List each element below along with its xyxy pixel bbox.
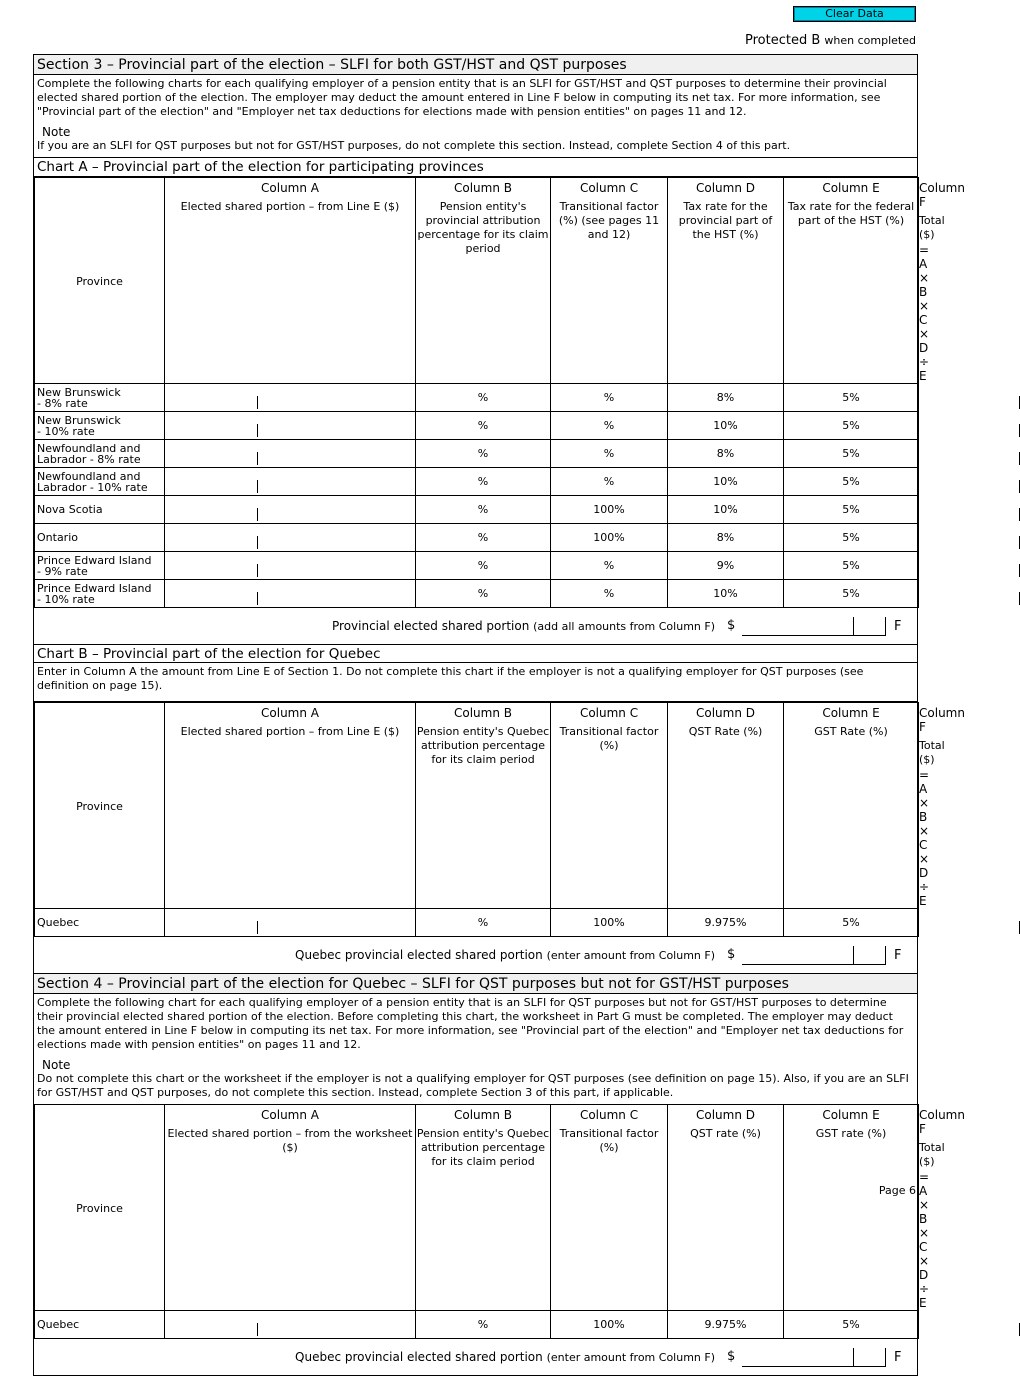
table-row <box>35 412 919 440</box>
table-row <box>35 909 919 937</box>
column-a-input[interactable] <box>165 580 416 608</box>
table-row <box>35 524 919 552</box>
chart-a-table: Province Column A Elected shared portion – from Line E ($) Column B Pension entity's provincial attribution percentage for its claim period Column C Transitional factor (%) (see pages 11 and 12) Column D Tax rate for the provincial part of the HST (%) Column E Tax rate for the federal part of the HST (%) Column F Total ($) = A × B × C × D ÷ E New Brunswick - 8% rate % % 8% 5% New Brunswick - 10% rate % % 10% 5% Newfoundland and Labrador - 8% rate % % 8% 5% Newfoundland and Labrador - 10% rate % % 10% 5% Nova Scotia % 100% 10% 5% Ontario % 100% 8% 5% Prince Edward Island - 9% rate % % 9% 5% Prince Edward Island - 10% rate % % 10% 5% <box>34 177 919 608</box>
column-header <box>165 703 416 909</box>
column-d-cell: 8% <box>668 440 784 468</box>
column-title: Column D <box>696 1108 756 1122</box>
chart-b-title: Chart B – Provincial part of the election for Quebec <box>34 644 917 663</box>
column-b-cell[interactable]: % <box>416 440 551 468</box>
province-name: Prince Edward Island - 9% rate <box>35 552 165 580</box>
table-row <box>35 384 919 412</box>
section-3-note: Note If you are an SLFI for QST purposes but not for GST/HST purposes, do not complete this section. Instead, complete Section 4 of this part. <box>34 121 917 158</box>
column-e-cell: 5% <box>784 1311 919 1339</box>
column-c-cell[interactable]: 100% <box>551 496 668 524</box>
table-row <box>35 1311 919 1339</box>
page-number: Page 6 <box>878 1184 916 1197</box>
column-header <box>551 178 668 384</box>
column-c-cell[interactable]: % <box>551 412 668 440</box>
section-4-total-label: Quebec provincial elected shared portion (enter amount from Column F) <box>295 1350 715 1364</box>
section-4-note: Note Do not complete this chart or the worksheet if the employer is not a qualifying employer for QST purposes (see definition on page 15). Also, if you are an SLFI for GST/HST and QST purposes, do not complete this section. Instead, complete Section 3 of this part, if applicable. <box>37 1058 909 1099</box>
column-d-cell: 9.975% <box>668 1311 784 1339</box>
column-title: Column E <box>822 181 880 195</box>
column-d-cell: 8% <box>668 524 784 552</box>
province-name: Newfoundland and Labrador - 8% rate <box>35 440 165 468</box>
column-header <box>784 178 919 384</box>
column-b-cell[interactable]: % <box>416 496 551 524</box>
column-header <box>416 703 551 909</box>
column-a-input[interactable] <box>165 440 416 468</box>
column-title: Column E <box>822 1108 880 1122</box>
column-a-input[interactable] <box>165 496 416 524</box>
column-header <box>165 178 416 384</box>
chart-a-total-cents-input[interactable] <box>853 617 886 636</box>
column-header <box>551 1105 668 1311</box>
column-description: Pension entity's Quebec attribution percentage for its claim period <box>416 725 550 766</box>
column-title: Column D <box>696 706 756 720</box>
province-name: Quebec <box>35 1311 165 1339</box>
column-title: Column B <box>454 706 513 720</box>
section-3-intro: Complete the following charts for each qualifying employer of a pension entity that is an SLFI for GST/HST and QST purposes to determine their provincial elected shared portion of the election. The employer may deduct the amount entered in Line F below in computing its net tax. For more information, see "Provincial part of the election" and "Employer net tax deductions for elections made with pension entities" on pages 11 and 12. <box>37 77 887 118</box>
column-b-cell[interactable]: % <box>416 468 551 496</box>
column-description: GST Rate (%) <box>814 725 888 738</box>
column-description: Elected shared portion – from Line E ($) <box>180 200 400 213</box>
column-description: Pension entity's provincial attribution percentage for its claim period <box>417 200 549 255</box>
column-title: Column C <box>579 706 639 720</box>
column-description: Elected shared portion – from Line E ($) <box>180 725 400 738</box>
column-d-cell: 9% <box>668 552 784 580</box>
column-d-cell: 8% <box>668 384 784 412</box>
column-a-input[interactable] <box>165 384 416 412</box>
column-a-input[interactable] <box>165 552 416 580</box>
column-description: GST rate (%) <box>815 1127 887 1140</box>
column-header <box>551 703 668 909</box>
column-c-cell[interactable]: 100% <box>551 909 668 937</box>
chart-b-table: Province Column A Elected shared portion – from Line E ($) Column B Pension entity's Quebec attribution percentage for its claim period Column C Transitional factor (%) Column D QST Rate (%) Column E GST Rate (%) Column F Total ($) = A × B × C × D ÷ E Quebec % 100% 9.975% 5% <box>34 702 919 937</box>
column-e-cell: 5% <box>784 384 919 412</box>
dollar-sign: $ <box>727 947 736 962</box>
column-title: Column C <box>579 1108 639 1122</box>
column-header <box>668 178 784 384</box>
column-title: Column D <box>696 181 756 195</box>
protected-label: Protected B when completed <box>745 33 916 48</box>
column-b-cell[interactable]: % <box>416 552 551 580</box>
chart-b-total-row <box>34 937 917 973</box>
column-e-cell: 5% <box>784 909 919 937</box>
province-name: Ontario <box>35 524 165 552</box>
province-name: New Brunswick - 8% rate <box>35 384 165 412</box>
chart-a-total-label: Provincial elected shared portion (add all amounts from Column F) <box>332 619 715 633</box>
chart-a-title: Chart A – Provincial part of the election for participating provinces <box>34 158 917 177</box>
column-title: Column C <box>579 181 639 195</box>
table-row <box>35 552 919 580</box>
column-c-cell[interactable]: % <box>551 552 668 580</box>
column-c-cell[interactable]: % <box>551 580 668 608</box>
province-name: Newfoundland and Labrador - 10% rate <box>35 468 165 496</box>
clear-data-button[interactable]: Clear Data <box>793 6 916 22</box>
section-4-intro: Complete the following chart for each qualifying employer of a pension entity that is an SLFI for QST purposes but not for GST/HST purposes to determine their provincial elected shared portion of the election. Before completing this chart, the worksheet in Part G must be completed. The employer may deduct the amount entered in Line F below in computing its net tax. For more information, see "Provincial part of the election" and "Employer net tax deductions for elections made with pension entities" on pages 11 and 12. <box>37 996 904 1051</box>
column-title: Column A <box>261 1108 319 1122</box>
column-e-cell: 5% <box>784 468 919 496</box>
section-4-title: Section 4 – Provincial part of the election for Quebec – SLFI for QST purposes but not for GST/HST purposes <box>34 974 917 994</box>
chart-a-total-row <box>34 608 917 644</box>
column-c-cell[interactable]: % <box>551 468 668 496</box>
table-row <box>35 580 919 608</box>
column-b-cell[interactable]: % <box>416 384 551 412</box>
section-3-title: Section 3 – Provincial part of the election – SLFI for both GST/HST and QST purposes <box>34 55 917 75</box>
column-description: Tax rate for the provincial part of the HST (%) <box>678 200 773 241</box>
column-d-cell: 10% <box>668 412 784 440</box>
column-a-input[interactable] <box>165 468 416 496</box>
column-a-input[interactable] <box>165 524 416 552</box>
column-description: QST rate (%) <box>690 1127 761 1140</box>
column-e-cell: 5% <box>784 552 919 580</box>
column-c-cell[interactable]: 100% <box>551 1311 668 1339</box>
column-b-cell[interactable]: % <box>416 909 551 937</box>
table-row <box>35 440 919 468</box>
column-b-cell[interactable]: % <box>416 524 551 552</box>
province-header: Province <box>35 178 165 384</box>
column-header <box>416 1105 551 1311</box>
column-description: Elected shared portion – from the worksheet ($) <box>167 1127 413 1154</box>
province-name: New Brunswick - 10% rate <box>35 412 165 440</box>
line-f-label: F <box>894 619 902 634</box>
line-f-label: F <box>894 1350 902 1365</box>
section-3 <box>33 54 965 1376</box>
column-d-cell: 10% <box>668 580 784 608</box>
column-title: Column E <box>822 706 880 720</box>
column-title: Column B <box>454 181 513 195</box>
column-header <box>784 703 919 909</box>
chart-b-intro: Enter in Column A the amount from Line E of Section 1. Do not complete this chart if the employer is not a qualifying employer for QST purposes (see definition on page 15). <box>34 663 917 702</box>
section-4-total-row <box>34 1339 917 1375</box>
column-d-cell: 9.975% <box>668 909 784 937</box>
province-header: Province <box>35 1105 165 1311</box>
column-header <box>784 1105 919 1311</box>
column-b-cell[interactable]: % <box>416 1311 551 1339</box>
column-e-cell: 5% <box>784 580 919 608</box>
column-b-cell[interactable]: % <box>416 412 551 440</box>
column-d-cell: 10% <box>668 496 784 524</box>
column-description: Transitional factor (%) <box>559 1127 659 1154</box>
line-f-label: F <box>894 948 902 963</box>
column-d-cell: 10% <box>668 468 784 496</box>
section-4-total-cents-input[interactable] <box>853 1348 886 1367</box>
column-a-input[interactable] <box>165 412 416 440</box>
column-e-cell: 5% <box>784 412 919 440</box>
province-name: Nova Scotia <box>35 496 165 524</box>
column-e-cell: 5% <box>784 440 919 468</box>
table-row <box>35 496 919 524</box>
column-header <box>165 1105 416 1311</box>
province-header: Province <box>35 703 165 909</box>
column-header <box>416 178 551 384</box>
column-c-cell[interactable]: 100% <box>551 524 668 552</box>
column-description: Transitional factor (%) (see pages 11 and 12) <box>558 200 660 241</box>
column-header <box>668 1105 784 1311</box>
province-name: Quebec <box>35 909 165 937</box>
column-a-input[interactable] <box>165 1311 416 1339</box>
chart-b-total-label: Quebec provincial elected shared portion (enter amount from Column F) <box>295 948 715 962</box>
column-c-cell[interactable]: % <box>551 440 668 468</box>
chart-b-total-cents-input[interactable] <box>853 946 886 965</box>
column-description: Transitional factor (%) <box>559 725 659 752</box>
column-e-cell: 5% <box>784 524 919 552</box>
section-4-table: Province Column A Elected shared portion – from the worksheet ($) Column B Pension entity's Quebec attribution percentage for its claim period Column C Transitional factor (%) Column D QST rate (%) Column E GST rate (%) Column F Total ($) = A × B × C × D ÷ E Quebec % 100% 9.975% 5% <box>34 1104 919 1339</box>
column-title: Column A <box>261 181 319 195</box>
column-description: Pension entity's Quebec attribution percentage for its claim period <box>416 1127 550 1168</box>
column-e-cell: 5% <box>784 496 919 524</box>
dollar-sign: $ <box>727 1349 736 1364</box>
column-header <box>668 703 784 909</box>
column-title: Column A <box>261 706 319 720</box>
column-c-cell[interactable]: % <box>551 384 668 412</box>
dollar-sign: $ <box>727 618 736 633</box>
province-name: Prince Edward Island - 10% rate <box>35 580 165 608</box>
table-row <box>35 468 919 496</box>
column-title: Column B <box>454 1108 513 1122</box>
column-a-input[interactable] <box>165 909 416 937</box>
column-b-cell[interactable]: % <box>416 580 551 608</box>
column-description: QST Rate (%) <box>688 725 763 738</box>
column-description: Tax rate for the federal part of the HST (%) <box>787 200 915 227</box>
